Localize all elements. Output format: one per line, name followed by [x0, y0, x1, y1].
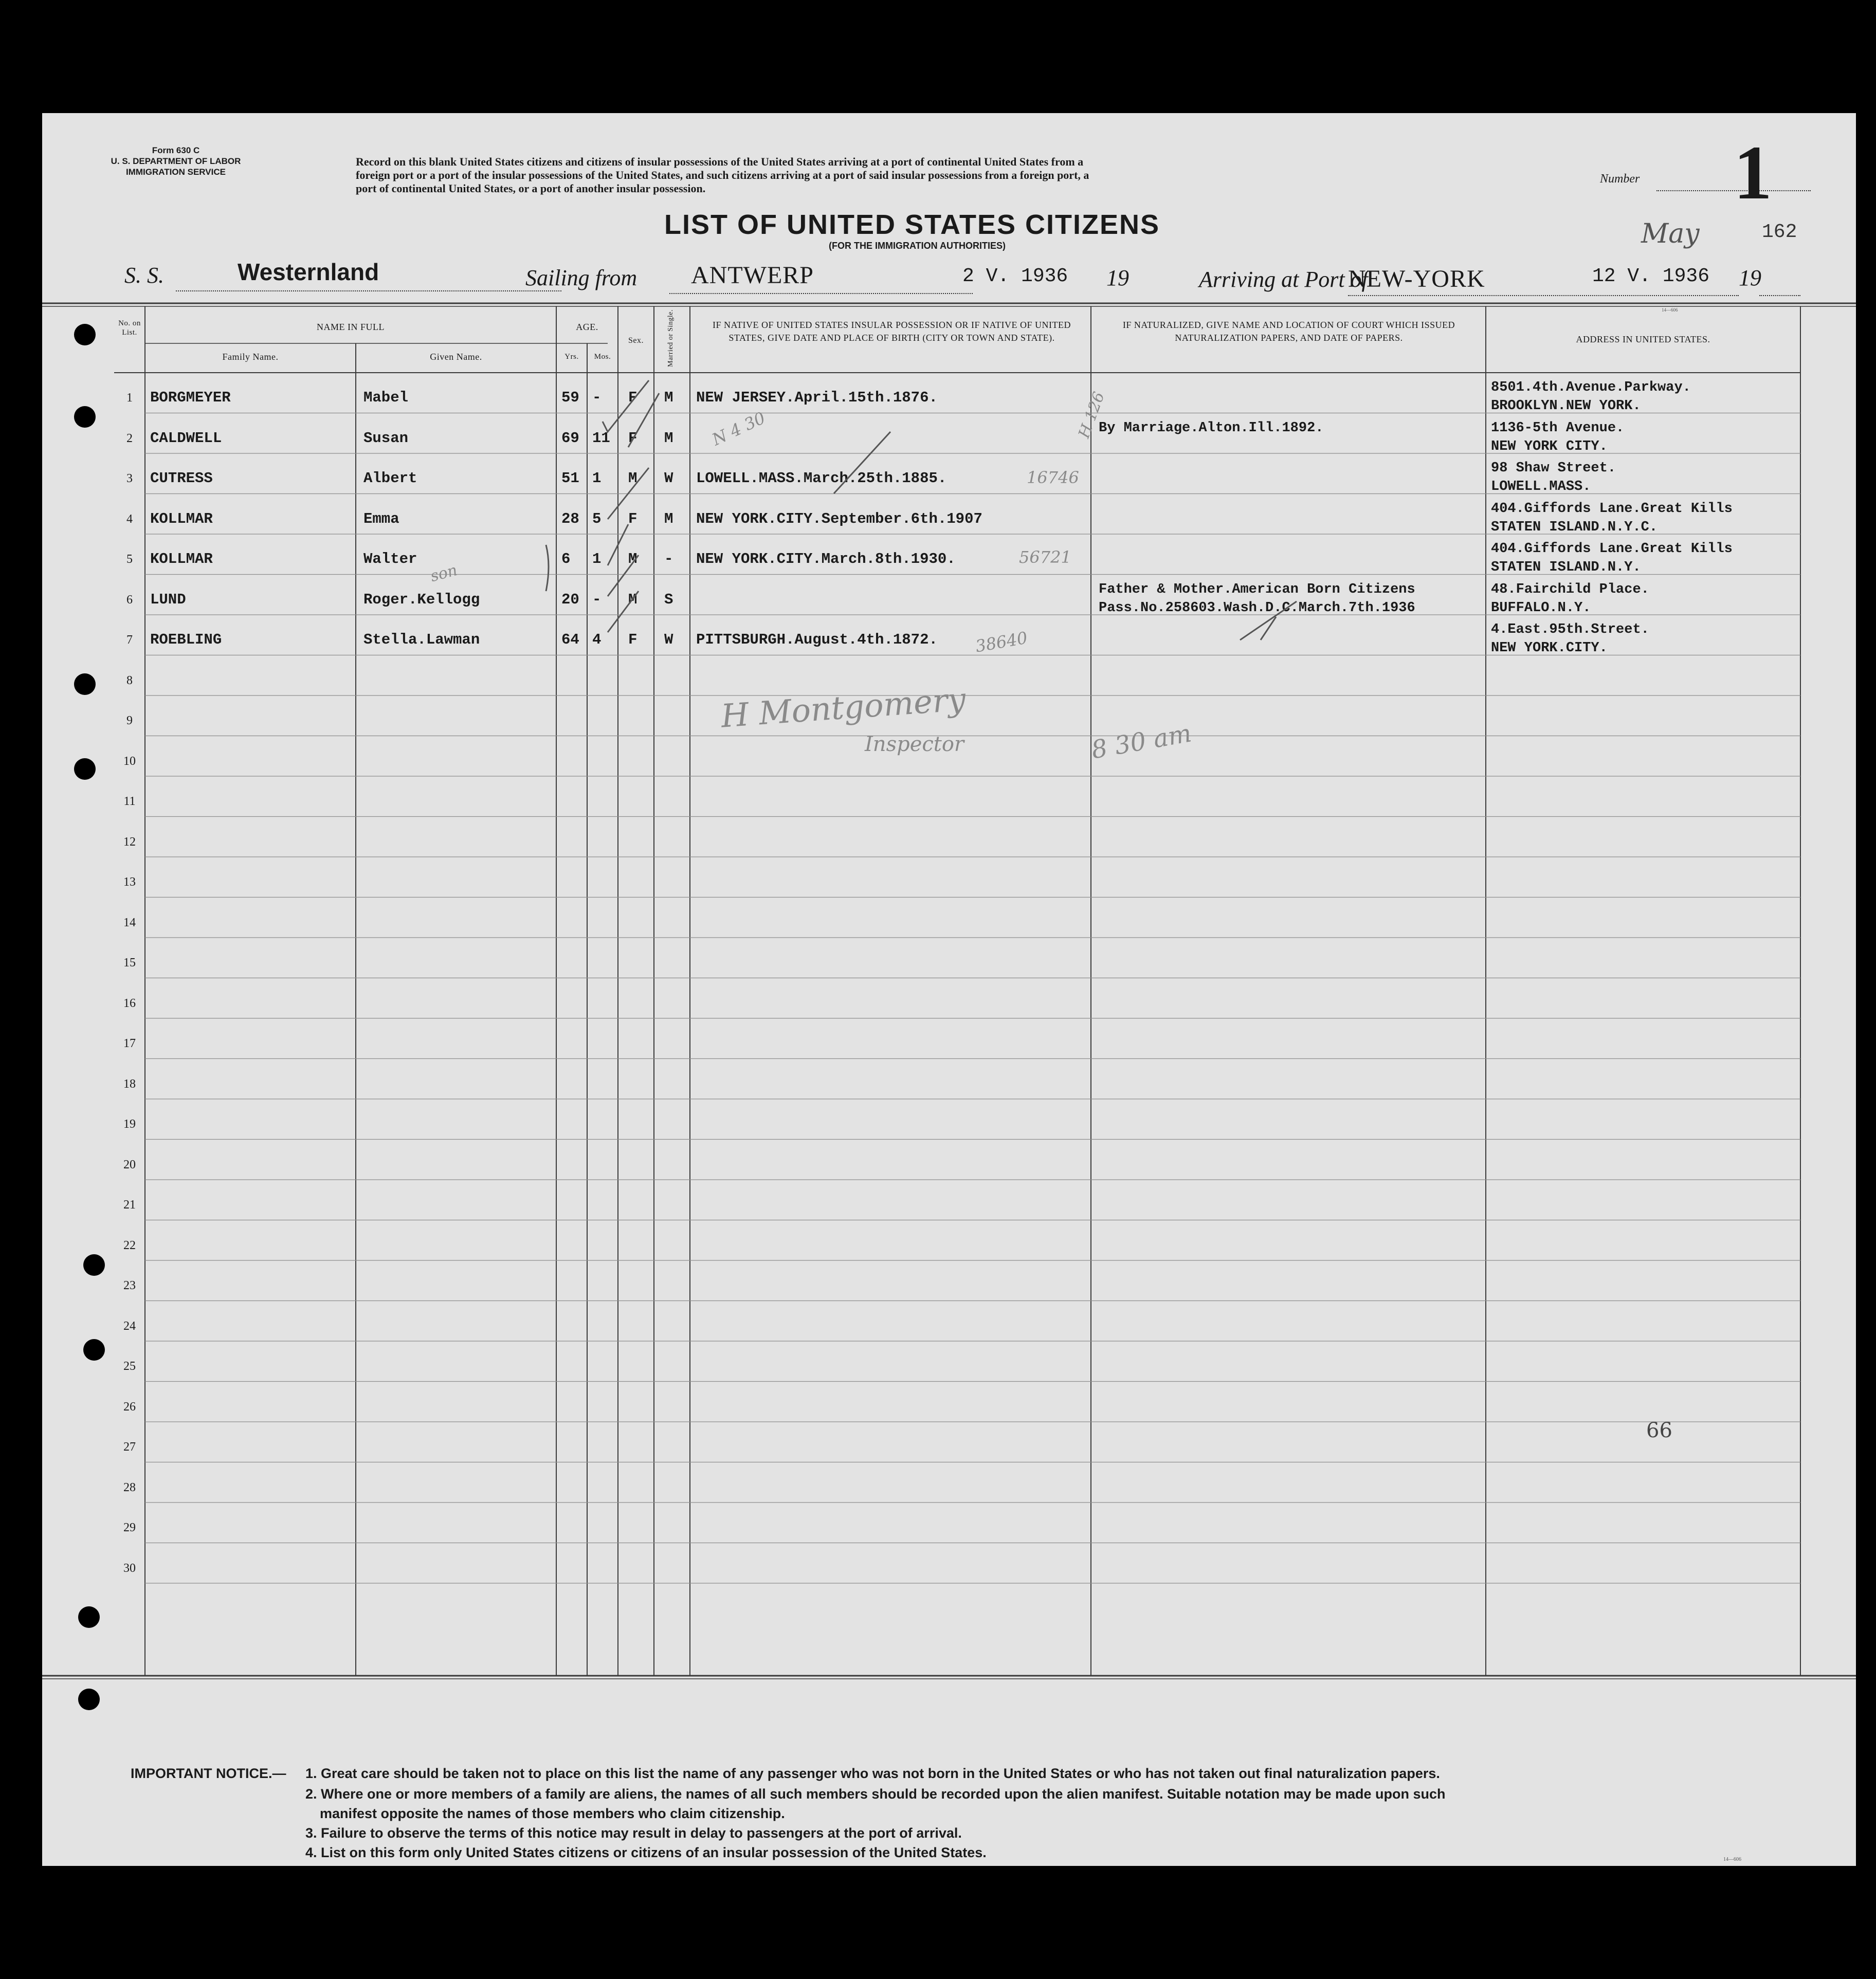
given-name-cell: Emma — [363, 510, 399, 527]
blank-row-number: 10 — [123, 754, 136, 768]
handwritten-note: H 126 — [1075, 389, 1108, 441]
handwritten-note: 56721 — [1019, 547, 1071, 567]
blank-row-number: 14 — [123, 915, 136, 929]
row-number: 2 — [126, 431, 133, 445]
address-cell: LOWELL.MASS. — [1491, 479, 1591, 494]
col-age: AGE. — [576, 322, 598, 332]
age-years-cell: 64 — [561, 631, 579, 648]
col-no: No. on List. — [118, 319, 141, 337]
blank-row-number: 8 — [126, 673, 133, 687]
col-married: Married or Single. — [667, 309, 675, 368]
family-name-cell: CALDWELL — [150, 429, 222, 447]
age-months-cell: 5 — [592, 510, 602, 527]
family-name-cell: LUND — [150, 591, 186, 608]
inspector-signature: H Montgomery — [720, 680, 967, 735]
blank-row-number: 16 — [123, 996, 136, 1010]
inspection-time: 8 30 am — [1089, 719, 1194, 765]
notice-item: 1. Great care should be taken not to place on this list the name of any passenger who was not born in the United States or who has not taken out final naturalization papers. — [305, 1766, 1440, 1781]
birth-cell: NEW YORK.CITY.March.8th.1930. — [696, 551, 956, 567]
marital-status-cell: W — [664, 470, 673, 487]
blank-row-number: 13 — [123, 875, 136, 889]
naturalization-cell: Pass.No.258603.Wash.D.C.March.7th.1936 — [1099, 600, 1415, 616]
blank-row-number: 27 — [123, 1440, 136, 1454]
col-mos: Mos. — [594, 353, 611, 361]
row-number: 4 — [126, 512, 133, 526]
given-name-cell: Albert — [363, 470, 417, 487]
row-number: 1 — [126, 391, 133, 405]
address-cell: BUFFALO.N.Y. — [1491, 600, 1591, 616]
ss-label: S. S. — [124, 263, 164, 288]
handwritten-note: 16746 — [1027, 468, 1079, 487]
age-months-cell: 4 — [592, 631, 602, 648]
number-label: Number — [1600, 172, 1640, 186]
age-months-cell: - — [592, 389, 602, 406]
address-cell: 404.Giffords Lane.Great Kills — [1491, 501, 1733, 517]
notice-item: 3. Failure to observe the terms of this notice may result in delay to passengers at the port of arrival. — [305, 1825, 962, 1841]
family-name-cell: KOLLMAR — [150, 510, 213, 527]
service: IMMIGRATION SERVICE — [126, 167, 226, 177]
marital-status-cell: M — [664, 510, 673, 527]
birth-cell: LOWELL.MASS.March.25th.1885. — [696, 470, 947, 487]
blank-row-number: 15 — [123, 956, 136, 969]
address-cell: NEW YORK CITY. — [1491, 438, 1608, 454]
marital-status-cell: S — [664, 591, 673, 608]
manifest-sheet — [42, 113, 1856, 1866]
col-yrs: Yrs. — [564, 353, 579, 361]
sex-cell: F — [628, 429, 638, 447]
age-years-cell: 6 — [561, 551, 571, 567]
arriving-label: Arriving at Port of — [1199, 267, 1368, 292]
port-to: NEW-YORK — [1348, 265, 1485, 292]
handwritten-note: N 4 30 — [709, 408, 769, 450]
sex-cell: F — [628, 631, 638, 648]
sex-cell: M — [628, 591, 638, 608]
notice-heading: IMPORTANT NOTICE.— — [131, 1766, 286, 1781]
form-title: LIST OF UNITED STATES CITIZENS — [664, 209, 1160, 240]
marital-status-cell: W — [664, 631, 673, 648]
age-months-cell: 1 — [592, 551, 602, 567]
list-number: 1 — [1734, 130, 1772, 215]
address-cell: NEW YORK.CITY. — [1491, 640, 1608, 656]
blank-row-number: 9 — [126, 714, 133, 727]
blank-row-number: 26 — [123, 1400, 136, 1414]
blank-row-number: 22 — [123, 1238, 136, 1252]
family-name-cell: ROEBLING — [150, 631, 222, 648]
row-number: 3 — [126, 472, 133, 485]
handwritten-checkmarks — [42, 113, 1856, 1866]
marital-status-cell: M — [664, 429, 673, 447]
blank-row-number: 12 — [123, 835, 136, 849]
marital-status-cell: - — [664, 551, 673, 567]
blank-row-number: 20 — [123, 1158, 136, 1171]
page-stamp: 162 — [1762, 221, 1797, 243]
address-cell: 1136-5th Avenue. — [1491, 420, 1625, 436]
ship-name: Westernland — [238, 259, 379, 285]
sailing-label: Sailing from — [525, 265, 638, 290]
age-years-cell: 51 — [561, 470, 579, 487]
footer-code: 14—606 — [1723, 1857, 1741, 1862]
given-name-cell: Roger.Kellogg — [363, 591, 480, 608]
age-years-cell: 20 — [561, 591, 579, 608]
sailing-date: 2 V. 1936 — [962, 265, 1068, 287]
bottom-page-number: 66 — [1646, 1419, 1672, 1442]
blank-row-number: 30 — [123, 1561, 136, 1575]
blank-row-number: 21 — [123, 1198, 136, 1212]
instruction-line: port of continental United States, or a port of another insular possession. — [356, 182, 706, 195]
blank-row-number: 23 — [123, 1279, 136, 1292]
sex-cell: M — [628, 470, 638, 487]
port-from: ANTWERP — [691, 262, 814, 289]
col-name-in-full: NAME IN FULL — [317, 322, 385, 332]
year-suffix: 19 — [1739, 265, 1761, 290]
blank-row-number: 28 — [123, 1480, 136, 1494]
naturalization-cell: By Marriage.Alton.Ill.1892. — [1099, 420, 1324, 436]
address-cell: STATEN ISLAND.N.Y. — [1491, 560, 1641, 575]
age-years-cell: 28 — [561, 510, 579, 527]
blank-row-number: 11 — [123, 795, 136, 808]
age-months-cell: - — [592, 591, 602, 608]
col-family-name: Family Name. — [222, 352, 279, 362]
instruction-line: foreign port or a port of the insular possessions of the United States, and such citizens arriving at a port of said insular possessions from a foreign port, a — [356, 169, 1089, 181]
year-suffix: 19 — [1106, 265, 1129, 290]
address-cell: BROOKLYN.NEW YORK. — [1491, 398, 1641, 414]
notice-item: 2. Where one or more members of a family are aliens, the names of all such members should be recorded upon the alien manifest. Suitable notation may be made upon such — [305, 1786, 1446, 1802]
col-given-name: Given Name. — [430, 352, 482, 362]
given-name-cell: Stella.Lawman — [363, 631, 480, 648]
marital-status-cell: M — [664, 389, 673, 406]
blank-row-number: 29 — [123, 1521, 136, 1534]
sex-cell: F — [628, 510, 638, 527]
blank-row-number: 25 — [123, 1360, 136, 1373]
sex-cell: M — [628, 551, 638, 567]
col-sex: Sex. — [628, 336, 644, 345]
corner-code: 14—606 — [1662, 307, 1678, 313]
form-subtitle: (FOR THE IMMIGRATION AUTHORITIES) — [829, 241, 1006, 251]
address-cell: 404.Giffords Lane.Great Kills — [1491, 541, 1733, 557]
arrival-date: 12 V. 1936 — [1592, 265, 1710, 287]
col-address: ADDRESS IN UNITED STATES. — [1576, 334, 1710, 344]
address-cell: 48.Fairchild Place. — [1491, 581, 1649, 597]
row-number: 7 — [126, 633, 133, 647]
age-months-cell: 1 — [592, 470, 602, 487]
family-name-cell: BORGMEYER — [150, 389, 231, 406]
birth-cell: NEW YORK.CITY.September.6th.1907 — [696, 510, 982, 527]
blank-row-number: 24 — [123, 1319, 136, 1333]
address-cell: STATEN ISLAND.N.Y.C. — [1491, 519, 1658, 535]
handwritten-note: son — [428, 561, 460, 586]
handwritten-note: 38640 — [974, 628, 1029, 656]
sex-cell: F — [628, 389, 638, 406]
given-name-cell: Susan — [363, 429, 409, 447]
row-number: 5 — [126, 553, 133, 566]
blank-row-number: 19 — [123, 1117, 136, 1131]
naturalization-cell: Father & Mother.American Born Citizens — [1099, 581, 1415, 597]
notice-item: manifest opposite the names of those members who claim citizenship. — [320, 1806, 785, 1821]
age-years-cell: 69 — [561, 429, 579, 447]
birth-cell: PITTSBURGH.August.4th.1872. — [696, 631, 938, 648]
given-name-cell: Mabel — [363, 389, 409, 406]
row-number: 6 — [126, 593, 133, 607]
department: U. S. DEPARTMENT OF LABOR — [111, 156, 241, 166]
given-name-cell: Walter — [363, 551, 417, 567]
inspector-title: Inspector — [865, 732, 964, 756]
address-cell: 8501.4th.Avenue.Parkway. — [1491, 380, 1691, 395]
instruction-line: Record on this blank United States citizens and citizens of insular possessions of the United States arriving at a port of continental United States from a — [356, 155, 1084, 168]
col-naturalized: IF NATURALIZED, GIVE NAME AND LOCATION OF COURT WHICH ISSUED NATURALIZATION PAPERS, AND DATE OF PAPERS. — [1122, 320, 1455, 343]
address-cell: 4.East.95th.Street. — [1491, 622, 1649, 637]
blank-row-number: 17 — [123, 1037, 136, 1050]
address-cell: 98 Shaw Street. — [1491, 461, 1616, 476]
blank-row-number: 18 — [123, 1077, 136, 1091]
notice-item: 4. List on this form only United States citizens or citizens of an insular possession of the United States. — [305, 1845, 987, 1860]
age-years-cell: 59 — [561, 389, 579, 406]
family-name-cell: CUTRESS — [150, 470, 213, 487]
page-handwritten-month: May — [1641, 218, 1700, 249]
col-birth: IF NATIVE OF UNITED STATES INSULAR POSSESSION OR IF NATIVE OF UNITED STATES, GIVE DATE AND PLACE OF BIRTH (CITY OR TOWN AND STATE). — [712, 320, 1071, 343]
age-months-cell: 11 — [592, 429, 610, 447]
family-name-cell: KOLLMAR — [150, 551, 213, 567]
birth-cell: NEW JERSEY.April.15th.1876. — [696, 389, 938, 406]
form-number: Form 630 C — [152, 145, 200, 155]
